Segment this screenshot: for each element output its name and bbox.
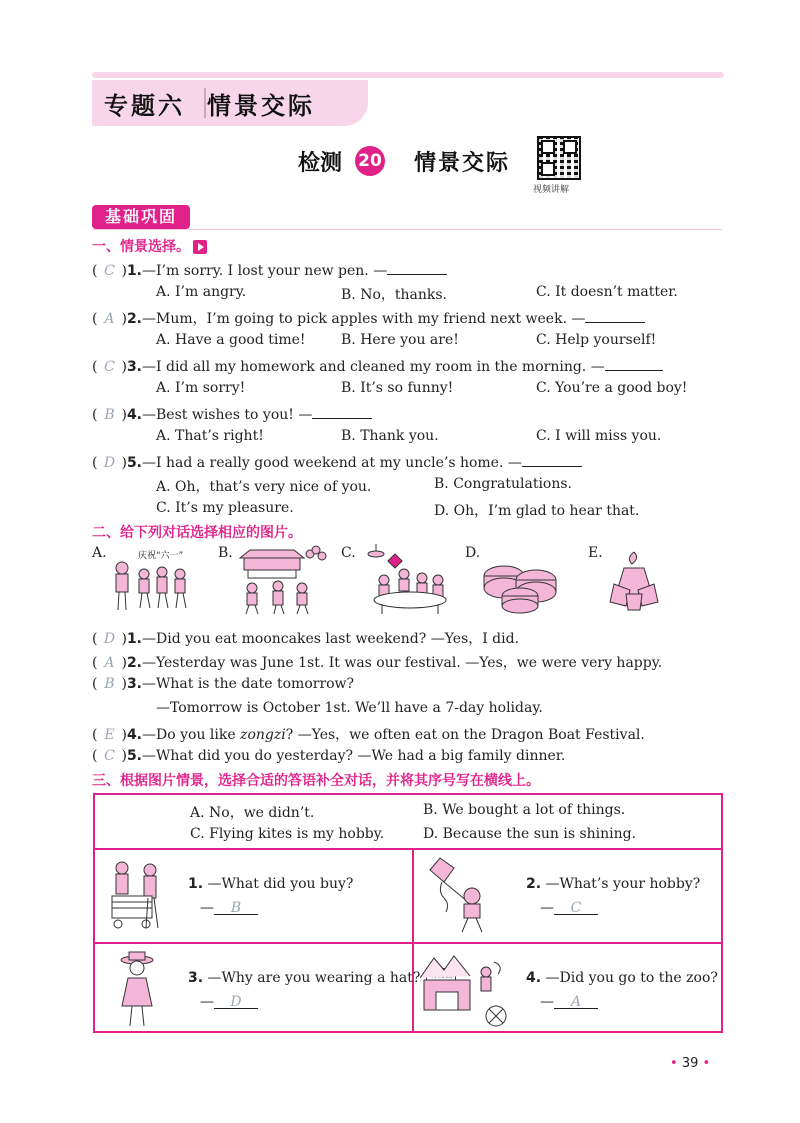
qr-code-icon[interactable]	[537, 136, 581, 180]
option: C. It doesn’t matter.	[536, 284, 678, 300]
picture-national-day	[234, 544, 334, 616]
option: B. Congratulations.	[434, 476, 572, 492]
answer-text: C	[104, 263, 115, 279]
picture-flying-kite	[424, 856, 494, 934]
answer-blank[interactable]: D	[214, 994, 258, 1009]
answer-text: D	[103, 455, 116, 471]
part1-question-1: ( C )1.—I’m sorry. I lost your new pen. —	[92, 260, 447, 279]
answer-option: C. Flying kites is my hobby.	[190, 826, 385, 842]
part2-question-1: ( D )1.—Did you eat mooncakes last weekend? —Yes，I did.	[92, 631, 520, 647]
answer-text: A	[104, 655, 115, 671]
chapter-separator	[204, 88, 206, 118]
table-divider	[412, 848, 414, 1033]
chapter-title: 情景交际	[207, 92, 315, 120]
option: B. Thank you.	[341, 428, 439, 444]
answer-blank[interactable]	[605, 356, 663, 371]
part2-question-3-reply: —Tomorrow is October 1st. We’ll have a 7-day holiday.	[156, 700, 543, 716]
answer-blank[interactable]	[522, 452, 582, 467]
part2-title: 二、给下列对话选择相应的图片。	[92, 525, 302, 541]
picture-children-day	[108, 544, 203, 616]
part3-question-1: 1. —What did you buy?	[188, 876, 354, 892]
answer-text: D	[103, 631, 116, 647]
header-top-bar	[92, 72, 724, 78]
picture-label-d: D.	[465, 545, 481, 561]
answer-blank[interactable]	[585, 308, 645, 323]
picture-label-c: C.	[341, 545, 356, 561]
picture-label-e: E.	[588, 545, 603, 561]
part2-question-5: ( C )5.—What did you do yesterday? —We had a big family dinner.	[92, 748, 566, 764]
table-divider	[93, 942, 723, 944]
picture-label-a: A.	[92, 545, 107, 561]
answer-text: B	[104, 407, 115, 423]
part1-title: 一、情景选择。	[92, 236, 207, 256]
picture-girl-hat	[112, 950, 162, 1030]
picture-zoo	[420, 952, 512, 1030]
answer-blank[interactable]	[312, 404, 372, 419]
part3-answer-1: — B	[200, 900, 258, 916]
option: B. It’s so funny!	[341, 380, 454, 396]
option: D. Oh，I’m glad to hear that.	[434, 503, 640, 519]
answer-option: B. We bought a lot of things.	[423, 802, 626, 818]
answer-blank[interactable]: C	[554, 900, 598, 915]
option: A. I’m angry.	[156, 284, 247, 300]
section-divider	[92, 229, 722, 230]
answer-blank[interactable]	[387, 260, 447, 275]
chapter-heading	[104, 86, 315, 121]
play-video-icon[interactable]	[193, 240, 207, 254]
answer-text: E	[104, 727, 115, 743]
answer-option: D. Because the sun is shining.	[423, 826, 637, 842]
picture-family-dinner	[356, 544, 456, 616]
option: C. It’s my pleasure.	[156, 500, 294, 516]
option: A. That’s right!	[156, 428, 264, 444]
option: C. You’re a good boy!	[536, 380, 688, 396]
part3-answer-2: — C	[540, 900, 598, 916]
part3-answer-3: — D	[200, 994, 258, 1010]
table-divider	[93, 848, 723, 850]
test-number-badge: 20	[355, 146, 385, 176]
part2-question-3: ( B )3.—What is the date tomorrow?	[92, 676, 355, 692]
test-label: 检测	[298, 151, 343, 176]
option: A. Oh，that’s very nice of you.	[156, 479, 372, 495]
answer-text: C	[104, 748, 115, 764]
page-number: • 39 •	[670, 1056, 711, 1071]
picture-mooncakes	[480, 556, 560, 614]
part1-question-4: ( B )4.—Best wishes to you! —	[92, 404, 372, 423]
chapter-label: 专题六	[104, 92, 185, 120]
option: A. Have a good time!	[156, 332, 306, 348]
answer-option: A. No，we didn’t.	[190, 805, 315, 821]
part1-question-5: ( D )5.—I had a really good weekend at my uncle’s home. —	[92, 452, 582, 471]
part1-question-3: ( C )3.—I did all my homework and cleaned my room in the morning. —	[92, 356, 663, 375]
part3-answer-4: — A	[540, 994, 598, 1010]
test-title: 情景交际	[414, 151, 511, 176]
answer-text: C	[104, 359, 115, 375]
part3-question-4: 4. —Did you go to the zoo?	[526, 970, 718, 986]
part3-question-2: 2. —What’s your hobby?	[526, 876, 701, 892]
section-badge: 基础巩固	[92, 205, 190, 229]
qr-label: 视频讲解	[533, 185, 570, 195]
answer-text: B	[104, 676, 115, 692]
picture-caption: 庆祝“六一”	[138, 551, 184, 561]
part3-question-3: 3. —Why are you wearing a hat?	[188, 970, 421, 986]
answer-blank[interactable]: A	[554, 994, 598, 1009]
picture-zongzi	[604, 548, 664, 614]
part2-question-2: ( A )2.—Yesterday was June 1st. It was our festival. —Yes，we were very happy.	[92, 655, 663, 671]
answer-blank[interactable]: B	[214, 900, 258, 915]
part1-question-2: ( A )2.—Mum，I’m going to pick apples with my friend next week. —	[92, 308, 645, 328]
part2-question-4: ( E )4.—Do you like zongzi? —Yes，we often eat on the Dragon Boat Festival.	[92, 727, 645, 743]
option: B. No，thanks.	[341, 287, 447, 303]
picture-label-b: B.	[218, 545, 233, 561]
answer-text: A	[104, 311, 115, 327]
part3-title: 三、根据图片情景，选择合适的答语补全对话，并将其序号写在横线上。	[92, 773, 540, 789]
option: C. Help yourself!	[536, 332, 657, 348]
option: C. I will miss you.	[536, 428, 662, 444]
option: A. I’m sorry!	[156, 380, 246, 396]
option: B. Here you are!	[341, 332, 459, 348]
picture-shopping	[104, 858, 170, 932]
